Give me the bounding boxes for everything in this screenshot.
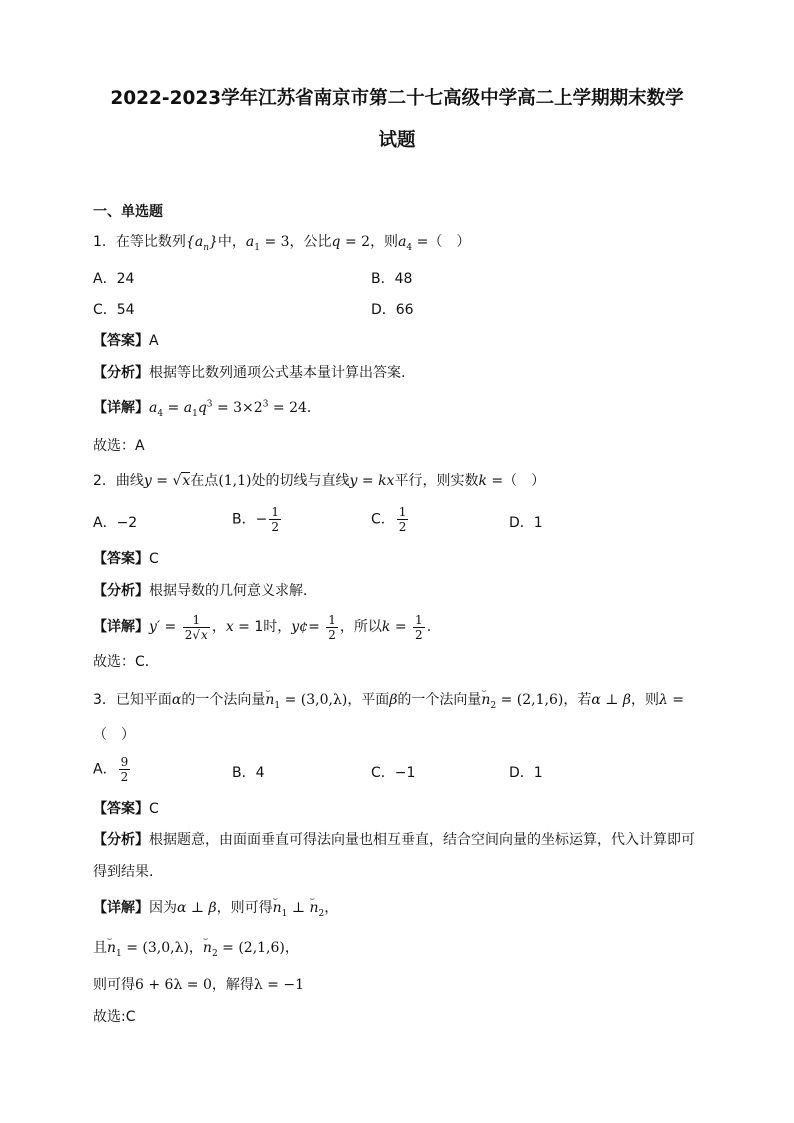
q3-detail-line1: 【详解】因为α ⊥ β，则可得⌣ $n_1$ ⊥ ⌣ $n_2$， [93, 898, 338, 918]
q1-answer: 【答案】A [93, 333, 159, 349]
q3-analysis-line2: 得到结果. [93, 864, 154, 880]
q2-option-a: A．−2 [93, 515, 138, 531]
section-heading: 一、单选题 [93, 204, 163, 220]
q1-option-b: B．48 [371, 271, 413, 287]
q2-option-b: B．− $\frac{1}{2}$ [232, 505, 279, 534]
q3-stem-line1: 3．已知平面α的一个法向量⌣ $n_1 = (3,0,\lambda)$，平面β的一个法向量⌣ $n_2 = (2,1,6)$，若α ⊥ β，则λ = [93, 690, 684, 710]
q3-answer: 【答案】C [93, 801, 159, 817]
q3-option-b: B．4 [232, 765, 265, 781]
doc-title-line1: 2022-2023学年江苏省南京市第二十七高级中学高二上学期期末数学 [110, 88, 684, 109]
q2-choice: 故选：C． [93, 654, 159, 670]
q2-option-c: C． $\frac{1}{2}$ [371, 505, 407, 534]
q3-analysis-line1: 【分析】根据题意，由面面垂直可得法向量也相互垂直，结合空间向量的坐标运算，代入计算即可 [93, 832, 695, 848]
q3-detail-line3: 则可得6 + 6λ = 0，解得λ = −1 [93, 977, 305, 993]
q3-option-d: D．1 [509, 765, 543, 781]
q3-option-a: A． $\frac{9}{2}$ [93, 755, 129, 784]
q2-detail: 【详解】y′ = $\frac{1}{2√x}$ ，x = 1时，y¢= $\frac{1}{2}$ ，所以k = $\frac{1}{2}$ . [93, 612, 432, 642]
q3-stem-line2: （ ） [93, 727, 135, 743]
q2-answer: 【答案】C [93, 551, 159, 567]
q2-analysis: 【分析】根据导数的几何意义求解． [93, 583, 317, 599]
q1-analysis: 【分析】根据等比数列通项公式基本量计算出答案. [93, 365, 406, 381]
q2-option-d: D．1 [509, 515, 543, 531]
doc-title-line2: 试题 [378, 130, 416, 151]
q1-option-c: C．54 [93, 302, 135, 318]
q1-option-a: A．24 [93, 271, 135, 287]
q3-detail-line2: 且⌣ $n_1 = (3,0,\lambda)$，⌣ $n_2 = (2,1,6)$， [93, 938, 299, 958]
q2-stem: 2．曲线y = √x在点(1,1)处的切线与直线y = kx平行，则实数k =（ ） [93, 473, 546, 489]
q1-stem: 1．在等比数列$\{a_n\}$中，$a_1 = 3$，公比q = 2，则$a_4$ =（ ） [93, 234, 471, 253]
q1-detail: 【详解】$a_4 = a_1q^3 = 3\times 2^3 = 24$． [93, 399, 321, 419]
q1-choice: 故选：A [93, 438, 145, 454]
q1-option-d: D．66 [371, 302, 414, 318]
q3-option-c: C．−1 [371, 765, 416, 781]
q3-choice: 故选:C [93, 1009, 136, 1025]
